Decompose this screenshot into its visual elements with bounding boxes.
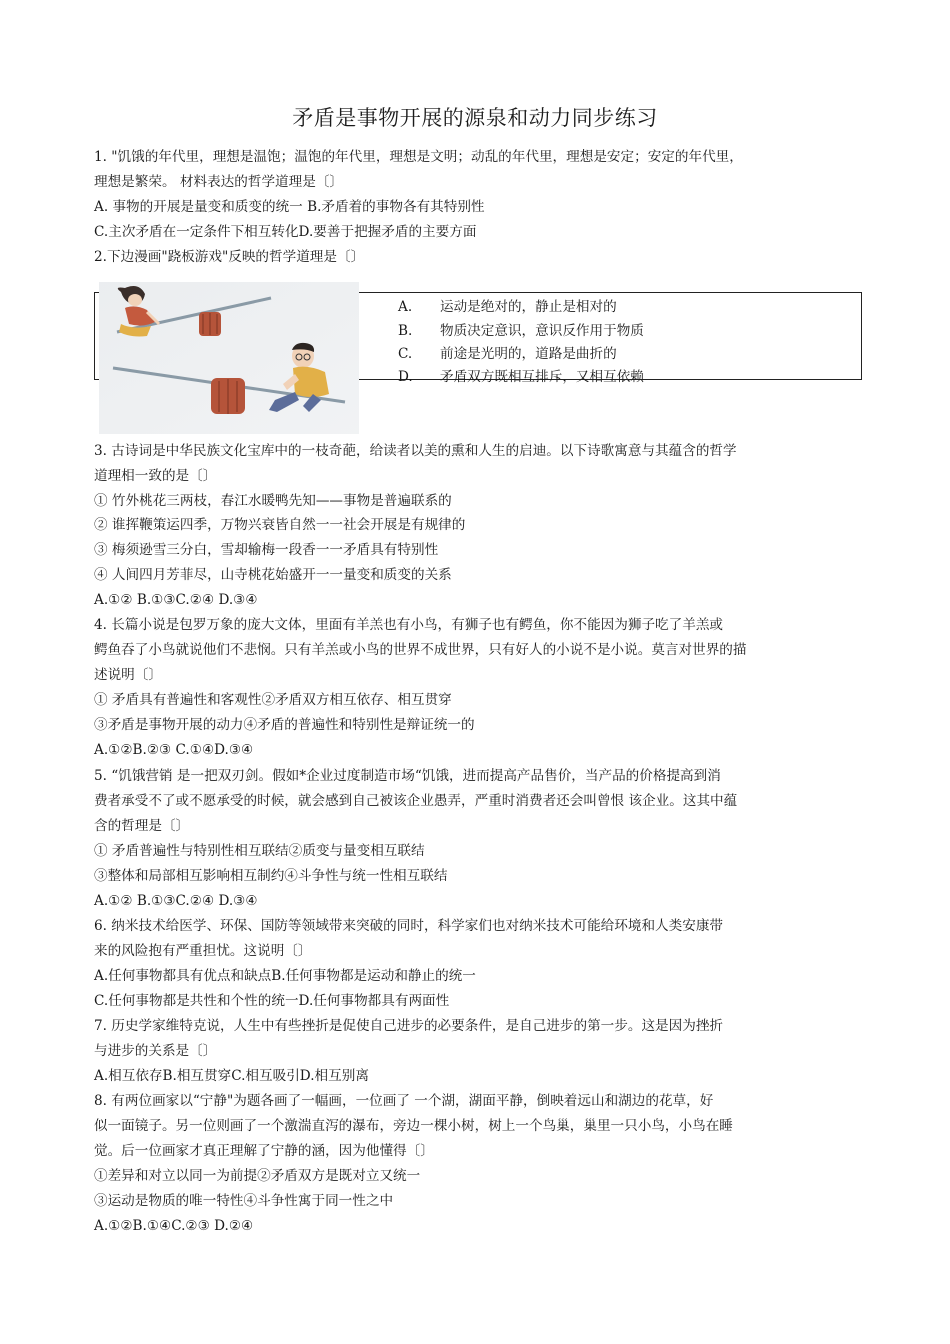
text-line: ①差异和对立以同一为前提②矛盾双方是既对立又统一 bbox=[94, 1168, 421, 1184]
text-line: 鳄鱼吞了小鸟就说他们不悲悯。只有羊羔或小鸟的世界不成世界，只有好人的小说不是小说。莫言对世界的描 bbox=[94, 642, 747, 658]
text-line: ② 谁挥鞭策运四季，万物兴衰皆自然一一社会开展是有规律的 bbox=[94, 517, 466, 533]
text-line: 含的哲理是〔〕 bbox=[94, 818, 190, 834]
option-label: D. bbox=[398, 369, 413, 385]
text-line: 理想是繁荣。 材料表达的哲学道理是〔〕 bbox=[94, 174, 344, 190]
text-line: ① 矛盾具有普遍性和客观性②矛盾双方相互依存、相互贯穿 bbox=[94, 692, 452, 708]
text-line: A. 事物的开展是量变和质变的统一 B.矛盾着的事物各有其特别性 bbox=[94, 199, 485, 215]
seesaw-cartoon-image bbox=[99, 282, 359, 434]
text-line: A.①② B.①③C.②④ D.③④ bbox=[94, 893, 258, 909]
option-text: 物质决定意识，意识反作用于物质 bbox=[440, 323, 644, 339]
text-line: 1. "饥饿的年代里，理想是温饱；温饱的年代里，理想是文明；动乱的年代里，理想是安定；安定的年代里， bbox=[94, 149, 743, 165]
text-line: C.任何事物都是共性和个性的统一D.任何事物都具有两面性 bbox=[94, 993, 450, 1009]
text-line: 似一面镜子。另一位则画了一个激湍直泻的瀑布，旁边一棵小树，树上一个鸟巢，巢里一只小鸟，小鸟在睡 bbox=[94, 1118, 733, 1134]
q2-option bbox=[398, 319, 644, 339]
q2-option bbox=[398, 295, 617, 315]
text-line: A.①②B.②③ C.①④D.③④ bbox=[94, 742, 254, 758]
text-line: 7. 历史学家维特克说，人生中有些挫折是促使自己进步的必要条件，是自己进步的第一步。这是因为挫折 bbox=[94, 1018, 724, 1034]
text-line: ① 矛盾普遍性与特别性相互联结②质变与量变相互联结 bbox=[94, 843, 425, 859]
text-line: 3. 古诗词是中华民族文化宝库中的一枝奇葩，给读者以美的熏和人生的启迪。以下诗歌寓意与其蕴含的哲学 bbox=[94, 443, 737, 459]
option-label: B. bbox=[398, 323, 413, 339]
text-line: 述说明〔〕 bbox=[94, 667, 162, 683]
text-line: 2.下边漫画"跷板游戏"反映的哲学道理是〔〕 bbox=[94, 249, 365, 265]
option-text: 矛盾双方既相互排斥，又相互依赖 bbox=[440, 369, 644, 385]
text-line: 5. “饥饿营销 是一把双刃剑。假如*企业过度制造市场“饥饿，进而提高产品售价，当产品的价格提高到消 bbox=[94, 768, 721, 784]
text-line: ③矛盾是事物开展的动力④矛盾的普遍性和特别性是辩证统一的 bbox=[94, 717, 475, 733]
text-line: 4. 长篇小说是包罗万象的庞大文体，里面有羊羔也有小鸟，有狮子也有鳄鱼，你不能因为狮子吃了羊羔或 bbox=[94, 617, 724, 633]
text-line: 来的风险抱有严重担忧。这说明〔〕 bbox=[94, 943, 312, 959]
option-label: A. bbox=[398, 299, 413, 315]
text-line: 费者承受不了或不愿承受的时候，就会感到自己被该企业愚弄，严重时消费者还会叫曾恨 该企业。这其中蕴 bbox=[94, 793, 738, 809]
text-line: 与进步的关系是〔〕 bbox=[94, 1043, 217, 1059]
text-line: ④ 人间四月芳菲尽，山寺桃花始盛开一一量变和质变的关系 bbox=[94, 567, 452, 583]
text-line: ③运动是物质的唯一特性④斗争性寓于同一性之中 bbox=[94, 1193, 394, 1209]
option-text: 运动是绝对的，静止是相对的 bbox=[440, 299, 617, 315]
text-line: ① 竹外桃花三两枝，春江水暖鸭先知——事物是普遍联系的 bbox=[94, 493, 452, 509]
text-line: 觉。后一位画家才真正理解了宁静的涵，因为他懂得〔〕 bbox=[94, 1143, 434, 1159]
option-text: 前途是光明的，道路是曲折的 bbox=[440, 346, 617, 362]
text-line: ③整体和局部相互影响相互制约④斗争性与统一性相互联结 bbox=[94, 868, 448, 884]
text-line: A.任何事物都具有优点和缺点B.任何事物都是运动和静止的统一 bbox=[94, 968, 476, 984]
text-line: 8. 有两位画家以“宁静"为题各画了一幅画，一位画了 一个湖，湖面平静，倒映着远山和湖边的花草，好 bbox=[94, 1093, 714, 1109]
text-line: A.相互依存B.相互贯穿C.相互吸引D.相互别离 bbox=[94, 1068, 369, 1084]
q2-option bbox=[398, 365, 644, 385]
option-label: C. bbox=[398, 346, 413, 362]
text-line: ③ 梅须逊雪三分白，雪却输梅一段香一一矛盾具有特别性 bbox=[94, 542, 439, 558]
q2-option bbox=[398, 342, 617, 362]
text-line: 道理相一致的是〔〕 bbox=[94, 468, 217, 484]
text-line: A.①②B.①④C.②③ D.②④ bbox=[94, 1218, 254, 1234]
text-line: A.①② B.①③C.②④ D.③④ bbox=[94, 592, 258, 608]
text-line: C.主次矛盾在一定条件下相互转化D.要善于把握矛盾的主要方面 bbox=[94, 224, 477, 240]
text-line: 6. 纳米技术给医学、环保、国防等领域带来突破的同时，科学家们也对纳米技术可能给环境和人类安康带 bbox=[94, 918, 724, 934]
page-title: 矛盾是事物开展的源泉和动力同步练习 bbox=[292, 106, 658, 130]
